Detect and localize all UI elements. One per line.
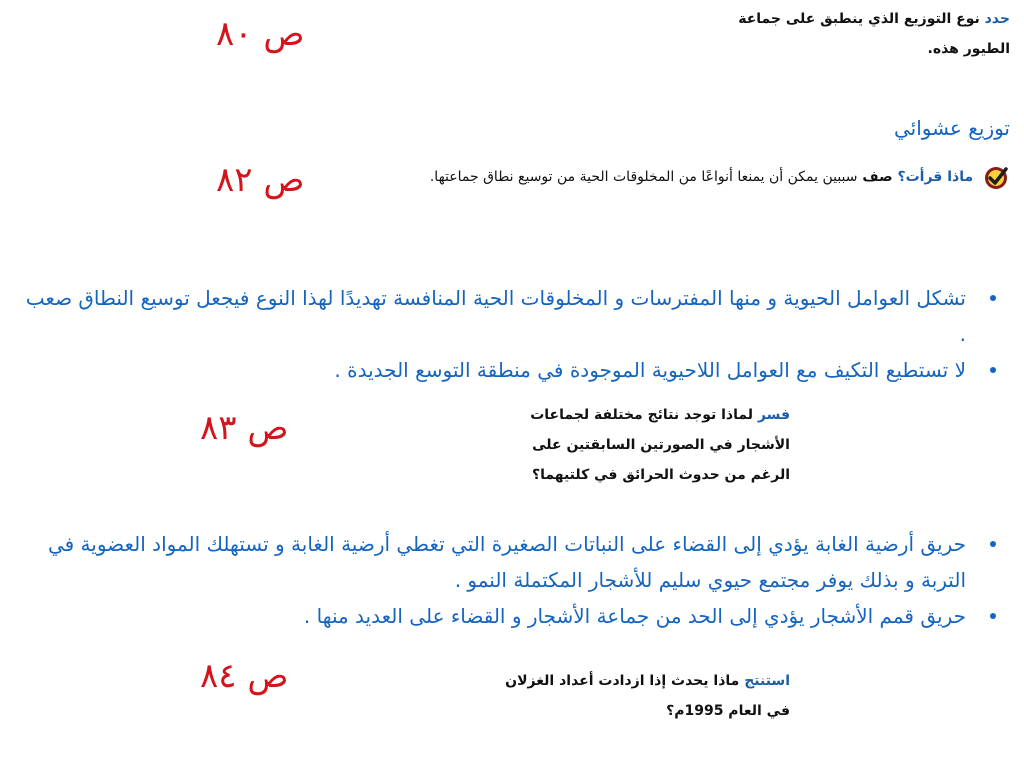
question-text: نوع التوزيع الذي ينطبق على جماعة الطيور هذه. [738, 11, 1010, 57]
list-item: تشكل العوامل الحيوية و منها المفترسات و المخلوقات الحية المنافسة تهديدًا لهذا النوع فيجعل توسيع النطاق صعب . [20, 280, 1010, 352]
page-ref-80: ص ٨٠ [216, 14, 305, 54]
list-item: حريق أرضية الغابة يؤدي إلى القضاء على النباتات الصغيرة التي تغطي أرضية الغابة و تستهلك المواد العضوية في التربة و بذلك يوفر مجتمع حيوي سليم للأشجار المكتملة النمو . [20, 526, 1010, 598]
question-infer [490, 666, 790, 726]
question-explain [510, 400, 790, 490]
list-item: حريق قمم الأشجار يؤدي إلى الحد من جماعة الأشجار و القضاء على العديد منها . [20, 598, 1010, 634]
question-keyword: فسر [757, 407, 790, 423]
check-badge-icon [982, 163, 1010, 191]
answers-list-83 [20, 526, 1010, 634]
page-ref-82: ص ٨٢ [216, 160, 305, 200]
page-ref-83: ص ٨٣ [200, 408, 289, 448]
question-text: ماذا يحدث إذا ازدادت أعداد الغزلان في العام 1995م؟ [505, 673, 790, 719]
page-ref-84: ص ٨٤ [200, 656, 289, 696]
question-keyword: حدد [984, 11, 1010, 27]
question-text: سببين يمكن أن يمنعا أنواعًا من المخلوقات الحية من توسيع نطاق جماعتها. [429, 169, 858, 185]
question-keyword: استنتج [744, 673, 790, 689]
question-keyword: ماذا قرأت؟ [897, 169, 974, 185]
list-item: لا تستطيع التكيف مع العوامل اللاحيوية الموجودة في منطقة التوسع الجديدة . [20, 352, 1010, 388]
answers-list-82 [20, 280, 1010, 388]
question-what-did-you-read [410, 162, 1010, 192]
question-text: لماذا توجد نتائج مختلفة لجماعات الأشجار في الصورتين السابقتين على الرغم من حدوث الحرائق في كلتيهما؟ [530, 407, 790, 483]
question-identify [710, 4, 1010, 64]
question-keyword-describe: صف [862, 169, 893, 185]
answer-distribution: توزيع عشوائي [893, 116, 1010, 140]
